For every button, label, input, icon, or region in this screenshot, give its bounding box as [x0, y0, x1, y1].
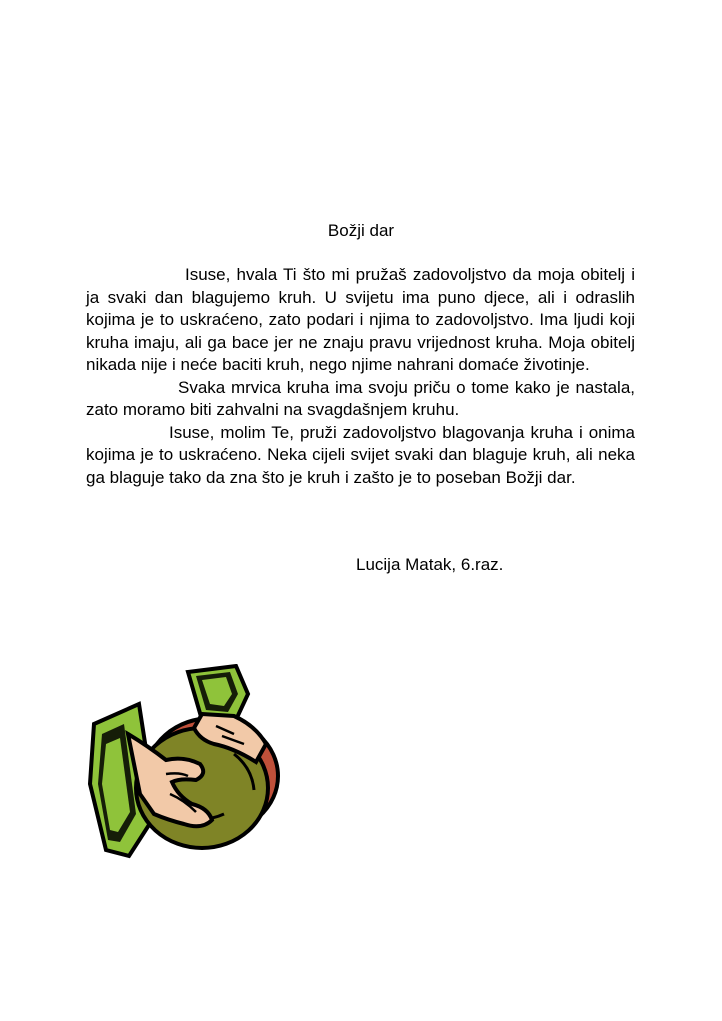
- document-title: Božji dar: [327, 221, 395, 240]
- paragraph-2: Svaka mrvica kruha ima svoju priču o tome kako je nastala, zato moramo biti zahvalni na svagdašnjem kruhu.: [86, 377, 635, 419]
- author-signature: Lucija Matak, 6.raz.: [356, 555, 504, 574]
- hands-holding-bread-icon: [84, 664, 286, 860]
- paragraph-3: Isuse, molim Te, pruži zadovoljstvo blagovanja kruha i onima kojima je to uskraćeno. Neka cijeli svijet svaki dan blaguje kruh, ali neka ga blaguje tako da zna što je kruh i zašto je to poseban Božji dar.: [86, 422, 635, 487]
- document-body: [86, 264, 635, 489]
- paragraph-1: Isuse, hvala Ti što mi pružaš zadovoljstvo da moja obitelj i ja svaki dan blagujemo kruh. U svijetu ima puno djece, ali i odraslih kojima je to uskraćeno, zato podari i njima to zadovoljstvo. Ima ljudi koji kruha imaju, ali ga bace jer ne znaju pravu vrijednost kruha. Moja obitelj nikada nije i neće baciti kruh, nego njime nahrani domaće životinje.: [86, 265, 635, 374]
